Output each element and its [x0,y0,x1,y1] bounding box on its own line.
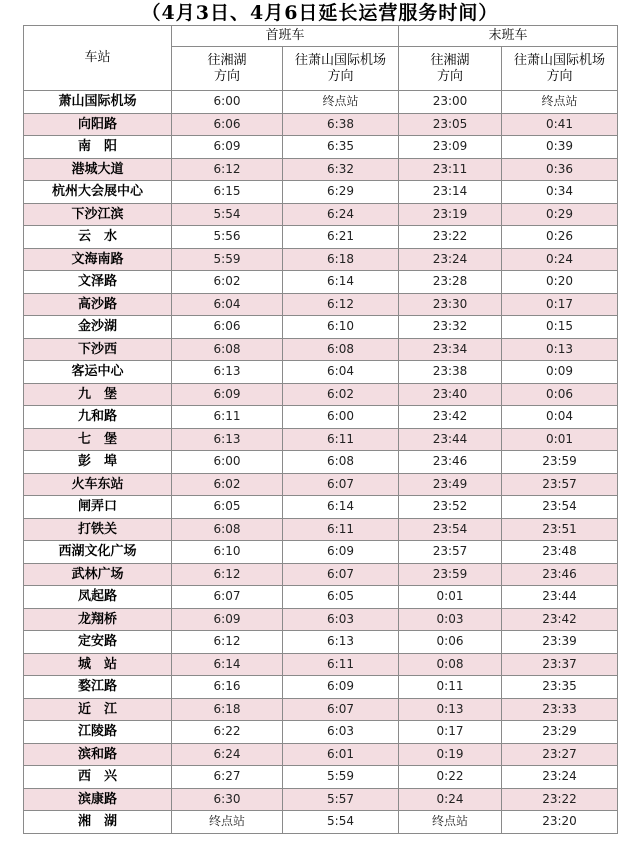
table-row [24,158,618,181]
header-row-top [24,26,618,47]
table-row [24,473,618,496]
station-name: 金沙湖 [24,316,172,339]
first-train-airport-time: 6:21 [283,226,399,249]
table-row [24,563,618,586]
last-train-airport-time: 0:24 [502,248,618,271]
first-train-airport-time: 6:32 [283,158,399,181]
first-train-xianghu-time: 6:02 [172,473,283,496]
station-name: 闸弄口 [24,496,172,519]
header-last-train: 末班车 [399,26,618,47]
table-row [24,181,618,204]
first-train-airport-time: 终点站 [283,91,399,114]
table-row [24,451,618,474]
station-name: 高沙路 [24,293,172,316]
first-train-xianghu-time: 6:14 [172,653,283,676]
last-train-airport-time: 终点站 [502,91,618,114]
station-name: 西 兴 [24,766,172,789]
last-train-xianghu-time: 终点站 [399,811,502,834]
last-train-airport-time: 23:29 [502,721,618,744]
first-train-xianghu-time: 6:08 [172,518,283,541]
last-train-airport-time: 23:57 [502,473,618,496]
station-name: 文泽路 [24,271,172,294]
station-name: 南 阳 [24,136,172,159]
last-train-airport-time: 23:44 [502,586,618,609]
direction-label: 往湘湖 [430,52,470,68]
first-train-xianghu-time: 6:10 [172,541,283,564]
first-train-xianghu-time: 5:59 [172,248,283,271]
table-row [24,608,618,631]
station-name: 武林广场 [24,563,172,586]
station-name: 江陵路 [24,721,172,744]
table-row [24,586,618,609]
last-train-airport-time: 0:09 [502,361,618,384]
last-train-xianghu-time: 23:09 [399,136,502,159]
first-train-xianghu-time: 6:08 [172,338,283,361]
table-row [24,248,618,271]
table-row [24,316,618,339]
last-train-xianghu-time: 23:49 [399,473,502,496]
first-train-airport-time: 6:35 [283,136,399,159]
last-train-xianghu-time: 23:46 [399,451,502,474]
direction-suffix: 方向 [546,68,573,84]
last-train-xianghu-time: 0:01 [399,586,502,609]
last-train-xianghu-time: 23:34 [399,338,502,361]
station-name: 滨康路 [24,788,172,811]
first-train-xianghu-time: 6:00 [172,91,283,114]
station-name: 下沙江滨 [24,203,172,226]
last-train-airport-time: 23:22 [502,788,618,811]
timetable-body [24,91,618,834]
first-train-xianghu-time: 6:12 [172,158,283,181]
direction-label: 往萧山国际机场 [514,52,606,68]
station-name: 近 江 [24,698,172,721]
first-train-airport-time: 5:57 [283,788,399,811]
station-name: 定安路 [24,631,172,654]
last-train-airport-time: 23:37 [502,653,618,676]
first-train-xianghu-time: 5:56 [172,226,283,249]
last-train-xianghu-time: 0:24 [399,788,502,811]
last-train-airport-time: 23:24 [502,766,618,789]
last-train-xianghu-time: 0:13 [399,698,502,721]
first-train-airport-time: 6:11 [283,653,399,676]
page-title: （4月3日、4月6日延长运营服务时间） [141,2,499,24]
last-train-airport-time: 0:39 [502,136,618,159]
station-name: 萧山国际机场 [24,91,172,114]
table-row [24,518,618,541]
last-train-xianghu-time: 23:24 [399,248,502,271]
table-row [24,721,618,744]
station-name: 彭 埠 [24,451,172,474]
first-train-airport-time: 6:18 [283,248,399,271]
last-train-xianghu-time: 23:30 [399,293,502,316]
first-train-xianghu-time: 6:13 [172,428,283,451]
first-train-airport-time: 6:02 [283,383,399,406]
last-train-xianghu-time: 23:59 [399,563,502,586]
last-train-xianghu-time: 23:11 [399,158,502,181]
table-row [24,293,618,316]
table-row [24,631,618,654]
table-row [24,698,618,721]
station-name: 龙翔桥 [24,608,172,631]
last-train-airport-time: 23:27 [502,743,618,766]
station-name: 云 水 [24,226,172,249]
station-name: 七 堡 [24,428,172,451]
first-train-airport-time: 6:11 [283,518,399,541]
first-train-xianghu-time: 6:13 [172,361,283,384]
first-train-xianghu-time: 6:11 [172,406,283,429]
first-train-airport-time: 6:13 [283,631,399,654]
first-train-xianghu-time: 6:27 [172,766,283,789]
first-train-airport-time: 6:09 [283,541,399,564]
last-train-airport-time: 0:20 [502,271,618,294]
table-row [24,203,618,226]
last-train-airport-time: 23:54 [502,496,618,519]
header-direction-last-xianghu [399,47,502,91]
first-train-airport-time: 6:08 [283,338,399,361]
first-train-xianghu-time: 6:07 [172,586,283,609]
last-train-xianghu-time: 23:14 [399,181,502,204]
station-name: 打铁关 [24,518,172,541]
last-train-airport-time: 23:39 [502,631,618,654]
first-train-xianghu-time: 6:02 [172,271,283,294]
table-row [24,338,618,361]
station-name: 西湖文化广场 [24,541,172,564]
last-train-xianghu-time: 23:05 [399,113,502,136]
table-row [24,676,618,699]
table-row [24,91,618,114]
first-train-xianghu-time: 6:04 [172,293,283,316]
last-train-airport-time: 23:20 [502,811,618,834]
first-train-airport-time: 6:04 [283,361,399,384]
last-train-xianghu-time: 23:54 [399,518,502,541]
first-train-airport-time: 6:11 [283,428,399,451]
last-train-xianghu-time: 0:08 [399,653,502,676]
last-train-xianghu-time: 0:06 [399,631,502,654]
station-name: 文海南路 [24,248,172,271]
last-train-airport-time: 23:51 [502,518,618,541]
first-train-xianghu-time: 6:00 [172,451,283,474]
timetable [23,25,618,834]
first-train-airport-time: 6:14 [283,496,399,519]
first-train-xianghu-time: 6:18 [172,698,283,721]
first-train-xianghu-time: 6:22 [172,721,283,744]
last-train-xianghu-time: 0:22 [399,766,502,789]
last-train-airport-time: 23:46 [502,563,618,586]
last-train-xianghu-time: 23:28 [399,271,502,294]
header-direction-first-xianghu [172,47,283,91]
first-train-xianghu-time: 6:12 [172,563,283,586]
last-train-xianghu-time: 23:38 [399,361,502,384]
first-train-xianghu-time: 6:24 [172,743,283,766]
last-train-xianghu-time: 23:57 [399,541,502,564]
station-name: 杭州大会展中心 [24,181,172,204]
last-train-airport-time: 0:41 [502,113,618,136]
header-first-train: 首班车 [172,26,399,47]
first-train-airport-time: 5:54 [283,811,399,834]
first-train-airport-time: 6:07 [283,563,399,586]
direction-suffix: 方向 [327,68,354,84]
table-row [24,788,618,811]
direction-label: 往湘湖 [207,52,247,68]
first-train-airport-time: 6:09 [283,676,399,699]
station-name: 湘 湖 [24,811,172,834]
last-train-xianghu-time: 23:19 [399,203,502,226]
header-direction-first-airport [283,47,399,91]
first-train-airport-time: 6:05 [283,586,399,609]
first-train-airport-time: 6:03 [283,608,399,631]
header-station: 车站 [24,26,172,91]
first-train-airport-time: 6:12 [283,293,399,316]
first-train-airport-time: 6:29 [283,181,399,204]
first-train-xianghu-time: 6:15 [172,181,283,204]
station-name: 向阳路 [24,113,172,136]
table-row [24,383,618,406]
first-train-xianghu-time: 终点站 [172,811,283,834]
last-train-airport-time: 0:26 [502,226,618,249]
last-train-airport-time: 23:42 [502,608,618,631]
last-train-airport-time: 23:35 [502,676,618,699]
last-train-airport-time: 0:29 [502,203,618,226]
table-row [24,113,618,136]
last-train-xianghu-time: 0:11 [399,676,502,699]
last-train-airport-time: 0:04 [502,406,618,429]
first-train-airport-time: 6:07 [283,698,399,721]
station-name: 婺江路 [24,676,172,699]
first-train-xianghu-time: 6:06 [172,316,283,339]
last-train-xianghu-time: 23:22 [399,226,502,249]
table-row [24,743,618,766]
table-row [24,428,618,451]
last-train-airport-time: 23:59 [502,451,618,474]
last-train-airport-time: 0:36 [502,158,618,181]
station-name: 城 站 [24,653,172,676]
first-train-xianghu-time: 6:09 [172,608,283,631]
first-train-airport-time: 6:03 [283,721,399,744]
last-train-xianghu-time: 0:17 [399,721,502,744]
direction-label: 往萧山国际机场 [295,52,387,68]
last-train-xianghu-time: 23:42 [399,406,502,429]
station-name: 滨和路 [24,743,172,766]
station-name: 九 堡 [24,383,172,406]
direction-suffix: 方向 [213,68,240,84]
table-row [24,136,618,159]
last-train-airport-time: 0:01 [502,428,618,451]
first-train-xianghu-time: 6:12 [172,631,283,654]
first-train-airport-time: 6:01 [283,743,399,766]
last-train-airport-time: 0:17 [502,293,618,316]
first-train-xianghu-time: 5:54 [172,203,283,226]
last-train-xianghu-time: 0:03 [399,608,502,631]
station-name: 客运中心 [24,361,172,384]
table-row [24,406,618,429]
table-row [24,271,618,294]
first-train-airport-time: 6:38 [283,113,399,136]
last-train-xianghu-time: 23:44 [399,428,502,451]
last-train-airport-time: 0:13 [502,338,618,361]
first-train-xianghu-time: 6:30 [172,788,283,811]
last-train-xianghu-time: 0:19 [399,743,502,766]
first-train-xianghu-time: 6:09 [172,383,283,406]
first-train-airport-time: 6:08 [283,451,399,474]
last-train-airport-time: 0:15 [502,316,618,339]
last-train-airport-time: 0:34 [502,181,618,204]
first-train-airport-time: 6:10 [283,316,399,339]
first-train-airport-time: 6:00 [283,406,399,429]
first-train-airport-time: 6:14 [283,271,399,294]
table-row [24,541,618,564]
last-train-airport-time: 0:06 [502,383,618,406]
table-row [24,226,618,249]
last-train-xianghu-time: 23:40 [399,383,502,406]
first-train-xianghu-time: 6:06 [172,113,283,136]
table-row [24,766,618,789]
first-train-airport-time: 6:24 [283,203,399,226]
station-name: 九和路 [24,406,172,429]
first-train-xianghu-time: 6:16 [172,676,283,699]
table-row [24,496,618,519]
station-name: 港城大道 [24,158,172,181]
last-train-airport-time: 23:48 [502,541,618,564]
first-train-xianghu-time: 6:09 [172,136,283,159]
last-train-xianghu-time: 23:00 [399,91,502,114]
table-row [24,653,618,676]
station-name: 下沙西 [24,338,172,361]
first-train-airport-time: 5:59 [283,766,399,789]
first-train-xianghu-time: 6:05 [172,496,283,519]
last-train-xianghu-time: 23:32 [399,316,502,339]
station-name: 凤起路 [24,586,172,609]
direction-suffix: 方向 [437,68,464,84]
last-train-xianghu-time: 23:52 [399,496,502,519]
first-train-airport-time: 6:07 [283,473,399,496]
station-name: 火车东站 [24,473,172,496]
table-row [24,811,618,834]
header-direction-last-airport [502,47,618,91]
last-train-airport-time: 23:33 [502,698,618,721]
table-row [24,361,618,384]
